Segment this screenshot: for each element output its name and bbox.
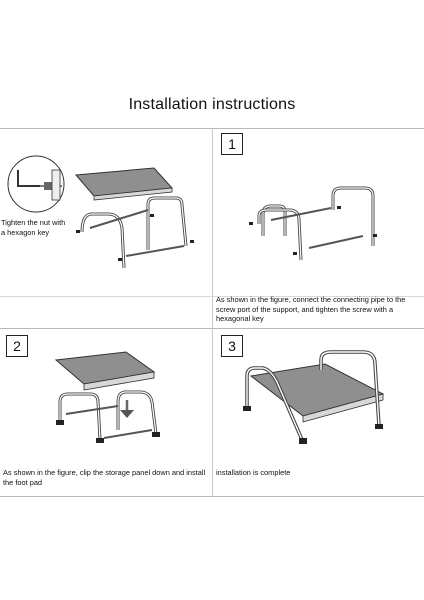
step-3-caption: installation is complete	[216, 468, 291, 477]
page-title: Installation instructions	[128, 96, 296, 113]
figure-step-2	[0, 330, 212, 470]
step-2-number: 2	[6, 335, 28, 357]
step-1-number: 1	[221, 133, 243, 155]
divider-bottom	[0, 496, 424, 497]
step-2-caption: As shown in the figure, clip the storage panel down and install the foot pad	[3, 468, 206, 487]
tip-caption: Tighten the nut with a hexagon key	[1, 218, 66, 237]
figure-step-1	[213, 150, 424, 296]
figure-step-3	[213, 330, 424, 470]
step-3-number: 3	[221, 335, 243, 357]
step-1-caption: As shown in the figure, connect the connecting pipe to the screw port of the support, and tighten the screw with a hexagonal key	[216, 295, 406, 324]
figure-tip-assembly	[0, 130, 212, 296]
